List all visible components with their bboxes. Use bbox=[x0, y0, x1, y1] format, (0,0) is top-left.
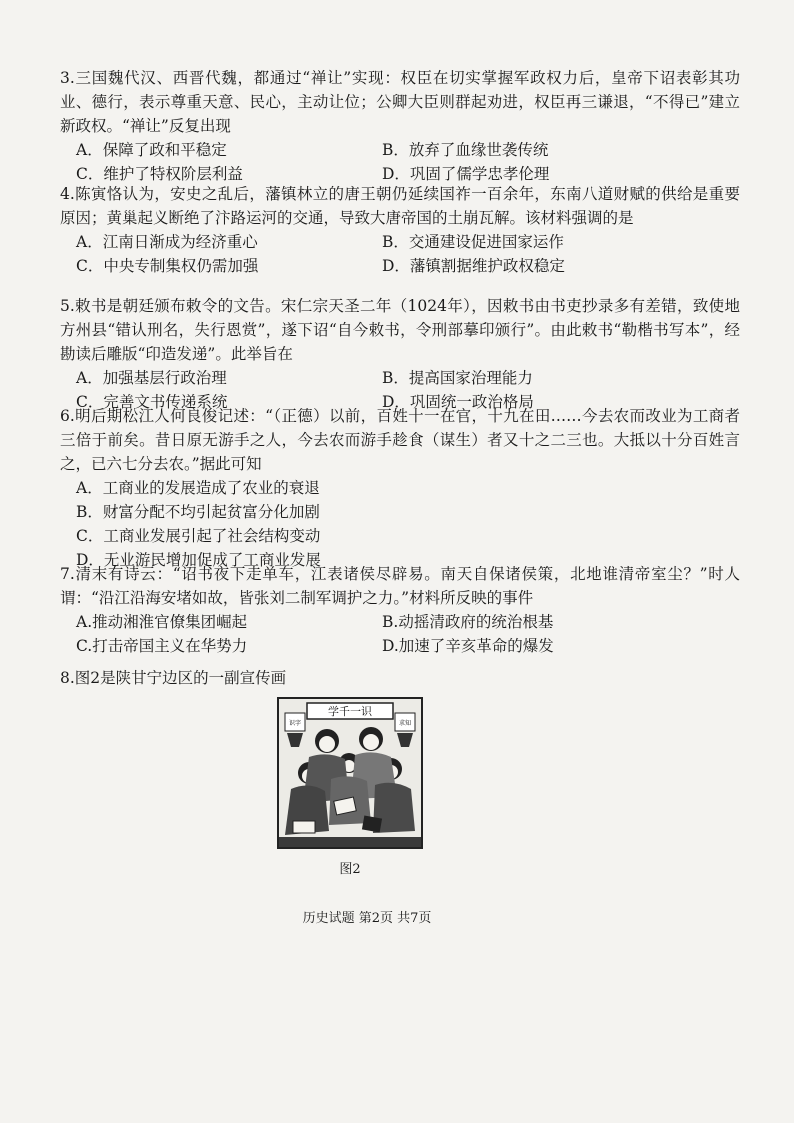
propaganda-poster-illustration bbox=[279, 699, 421, 847]
option-b: B．财富分配不均引起贫富分化加剧 bbox=[76, 503, 320, 521]
question-stem: 8.图2是陕甘宁边区的一副宣传画 bbox=[60, 669, 287, 687]
option-b: B．放弃了血缘世袭传统 bbox=[382, 141, 549, 159]
question-options bbox=[60, 476, 740, 572]
option-d: D.加速了辛亥革命的爆发 bbox=[382, 637, 554, 655]
option-d: D．巩固统一政治格局 bbox=[382, 393, 534, 411]
question-6 bbox=[60, 404, 740, 572]
option-a: A．保障了政和平稳定 bbox=[76, 141, 227, 159]
question-3 bbox=[60, 66, 740, 186]
option-c: C．中央专制集权仍需加强 bbox=[76, 257, 259, 275]
question-stem: 3.三国魏代汉、西晋代魏，都通过“禅让”实现：权臣在切实掌握军政权力后，皇帝下诏表彰其功业、德行，表示尊重天意、民心，主动让位；公卿大臣则群起劝进，权臣再三谦退，“不得已”建立新政权。“禅让”反复出现 bbox=[60, 69, 740, 135]
question-options bbox=[60, 610, 740, 658]
option-c: C.打击帝国主义在华势力 bbox=[76, 637, 248, 655]
page-footer: 历史试题 第2页 共7页 bbox=[302, 911, 432, 926]
option-b: B．提高国家治理能力 bbox=[382, 369, 533, 387]
option-c: C．完善文书传递系统 bbox=[76, 393, 228, 411]
option-a: A．工商业的发展造成了农业的衰退 bbox=[76, 479, 320, 497]
question-options bbox=[60, 138, 740, 186]
question-8 bbox=[60, 666, 740, 690]
poster-banner-text: 学千一识 bbox=[328, 705, 372, 718]
option-d: D．巩固了儒学忠孝伦理 bbox=[382, 165, 550, 183]
question-7 bbox=[60, 562, 740, 658]
figure-caption: 图2 bbox=[339, 862, 361, 877]
question-5 bbox=[60, 294, 740, 414]
question-4 bbox=[60, 182, 740, 278]
option-c: C．工商业发展引起了社会结构变动 bbox=[76, 527, 321, 545]
option-d: D．无业游民增加促成了工商业发展 bbox=[76, 551, 321, 569]
propaganda-poster-figure bbox=[277, 697, 423, 849]
option-a: A．江南日渐成为经济重心 bbox=[76, 233, 258, 251]
question-stem: 4.陈寅恪认为，安史之乱后，藩镇林立的唐王朝仍延续国祚一百余年，东南八道财赋的供给是重要原因；黄巢起义断绝了汴路运河的交通，导致大唐帝国的土崩瓦解。该材料强调的是 bbox=[60, 185, 740, 227]
question-options bbox=[60, 230, 740, 278]
question-stem: 6.明后期松江人何良俊记述：“（正德）以前，百姓十一在官，十九在田……今去农而改业为工商者三倍于前矣。昔日原无游手之人，今去农而游手趁食（谋生）者又十之二三也。大抵以十分百姓言之，已六七分去农。”据此可知 bbox=[60, 407, 740, 473]
bleed-through-text bbox=[430, 738, 434, 753]
question-stem: 7.清末有诗云：“诏书夜下走单车，江表诸侯尽辟易。南天自保诸侯策，北地谁清帝室尘？”时人谓：“沿江沿海安堵如故，皆张刘二制军调护之力。”材料所反映的事件 bbox=[60, 565, 740, 607]
question-stem: 5.敕书是朝廷颁布敕令的文告。宋仁宗天圣二年（1024年），因敕书由书吏抄录多有差错，致使地方州县“错认刑名，失行恩赏”，遂下诏“自今敕书，令刑部摹印颁行”。由此敕书“勒楷书写本”，经勘读后雕版“印造发递”。此举旨在 bbox=[60, 297, 740, 363]
poster-right-tag: 求知 bbox=[398, 720, 412, 727]
option-a: A.推动湘淮官僚集团崛起 bbox=[76, 613, 248, 631]
option-c: C．维护了特权阶层利益 bbox=[76, 165, 243, 183]
option-b: B.动摇清政府的统治根基 bbox=[382, 613, 554, 631]
option-a: A．加强基层行政治理 bbox=[76, 369, 227, 387]
poster-left-tag: 识字 bbox=[288, 720, 302, 727]
option-d: D．藩镇割据维护政权稳定 bbox=[382, 257, 565, 275]
option-b: B．交通建设促进国家运作 bbox=[382, 233, 564, 251]
